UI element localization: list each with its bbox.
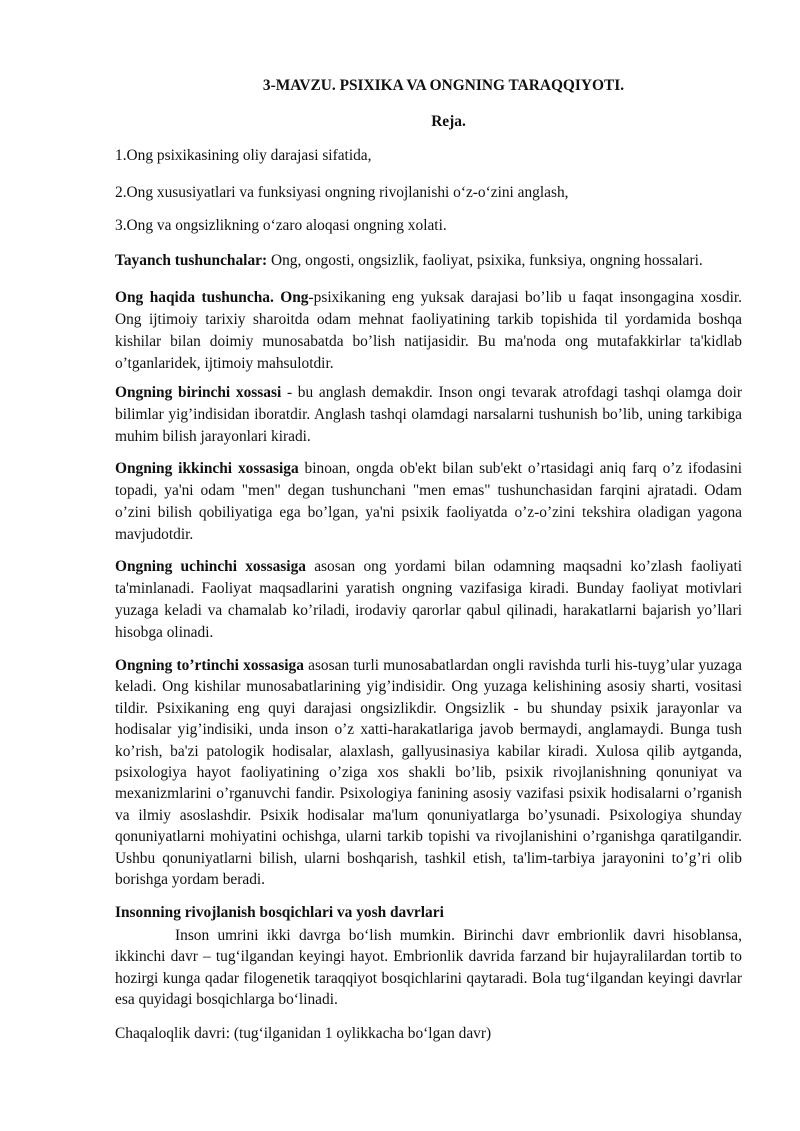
section-text: asosan turli munosabatlardan ongli ravishda turli his-tuyg’ular yuzaga keladi. Ong kishilar munosabatlarining yig’indisidir. Ong yuzaga kelishining asosiy sharti, vositasi tildir. Psixikaning eng quyi darajasi ongsizlikdir. Ongsizlik - bu shunday psixik jarayonlar va hodisalar yig’indisiki, unda inson o’z xatti-harakatlariga javob bermaydi, anglamaydi. Bunga tush ko’rish, ba'zi patologik hodisalar, alaxlash, gallyusinasiya kabilar kiradi. Xulosa qilib aytganda, psixologiya hayot faoliyatining o’ziga xos shakli bo’lib, psixik rivojlanishning qonuniyat va mexanizmlarini o’rganuvchi fandir. Psixologiya fanining asosiy vazifasi psixik hodisalarni o’rganish va ilmiy asoslashdir. Psixik hodisalar ma'lum qonuniyatlarga bo’ysunadi. Psixologiya shunday qonuniyatlarni mohiyatini ochishga, ularni tarkib topishi va rivojlanishini o’rganishga qaratilgandir. Ushbu qonuniyatlarni bilish, ularni boshqarish, tashkil etish, ta'lim-tarbiya jarayonini to’g’ri olib borishga yordam beradi. — [115, 657, 742, 889]
section-lead: Ongning ikkinchi xossasiga — [115, 460, 299, 477]
section-text: - bu anglash demakdir. Inson ongi tevarak atrofdagi tashqi olamga doir bilimlar yig’indisidan iboratdir. Anglash tashqi olamdagi narsalarni tushunish bo’lib, uning tarkibiga muhim bilish jarayonlari kiradi. — [115, 384, 742, 445]
key-terms-text: Ong, ongosti, ongsizlik, faoliyat, psixika, funksiya, ongning hossalari. — [267, 252, 703, 269]
section-lead: Ong haqida tushuncha. Ong — [115, 289, 309, 306]
section-text: -psixikaning eng yuksak darajasi bo’lib u faqat insongagina xosdir. Ong ijtimoiy tarixiy sharoitda odam mehnat faoliyatining tarkib topishida til yordamida boshqa kishilar bilan doimiy munosabatda bo’lish natijasidir. Bu ma'noda ong mutafakkirlar ta'kidlab o’tganlaridek, ijtimoiy mahsulotdir. — [115, 289, 742, 372]
section-lead: Ongning birinchi xossasi — [115, 384, 282, 401]
section-text: binoan, ongda ob'ekt bilan sub'ekt o’rtasidagi aniq farq o’z ifodasini topadi, ya'ni odam "men" degan tushunchani "men emas" tushunchasidan farqini ajratadi. Odam o’zini bilish qobiliyatiga ega bo’lgan, ya'ni psixik faoliyatda o’z-o’zini tekshira oladigan yagona mavjudotdir. — [115, 460, 742, 543]
section-lead: Ongning to’rtinchi xossasiga — [115, 657, 304, 674]
section-fourth-property — [115, 655, 742, 890]
document-title: 3-MAVZU. PSIXIKA VA ONGNING TARAQQIYOTI. — [262, 77, 625, 94]
section-third-property — [115, 556, 742, 644]
section-ong-concept — [115, 287, 742, 375]
key-terms — [115, 251, 742, 271]
plan-item: 2.Ong xususiyatlari va funksiyasi ongning rivojlanishi oʻz-oʻzini anglash, — [115, 184, 569, 201]
stages-text: Inson umrini ikki davrga boʻlish mumkin. Birinchi davr embrionlik davri hisoblansa, ikkinchi davr – tugʻilgandan keyingi hayot. Embrionlik davrida farzand bir hujayralilardan tortib to hozirgi kunga qadar filogenetik taraqqiyot bosqichlarini qaytaradi. Bola tugʻilgandan keyingi davrlar esa quyidagi bosqichlarga boʻlinadi. — [115, 927, 742, 1009]
section-first-property — [115, 382, 742, 448]
plan-item: 3.Ong va ongsizlikning oʻzaro aloqasi ongning xolati. — [115, 217, 447, 234]
section-text: asosan ong yordami bilan odamning maqsadni ko’zlash faoliyati ta'minlanadi. Faoliyat maqsadlarini yaratish ongning vazifasiga kiradi. Bunday faoliyat motivlari yuzaga keladi va chamalab ko’riladi, irodaviy qarorlar qabul qilinadi, harakatlarni bajarish yo’llari hisobga olinadi. — [115, 558, 742, 641]
stages-heading: Insonning rivojlanish bosqichlari va yosh davrlari — [115, 904, 444, 921]
stages-last-line: Chaqaloqlik davri: (tugʻilganidan 1 oylikkacha boʻlgan davr) — [115, 1025, 492, 1042]
key-terms-label: Tayanch tushunchalar: — [115, 252, 268, 269]
section-lead: Ongning uchinchi xossasiga — [115, 558, 306, 575]
plan-item: 1.Ong psixikasining oliy darajasi sifatida, — [115, 147, 372, 164]
plan-heading: Reja. — [431, 113, 466, 130]
section-second-property — [115, 458, 742, 546]
